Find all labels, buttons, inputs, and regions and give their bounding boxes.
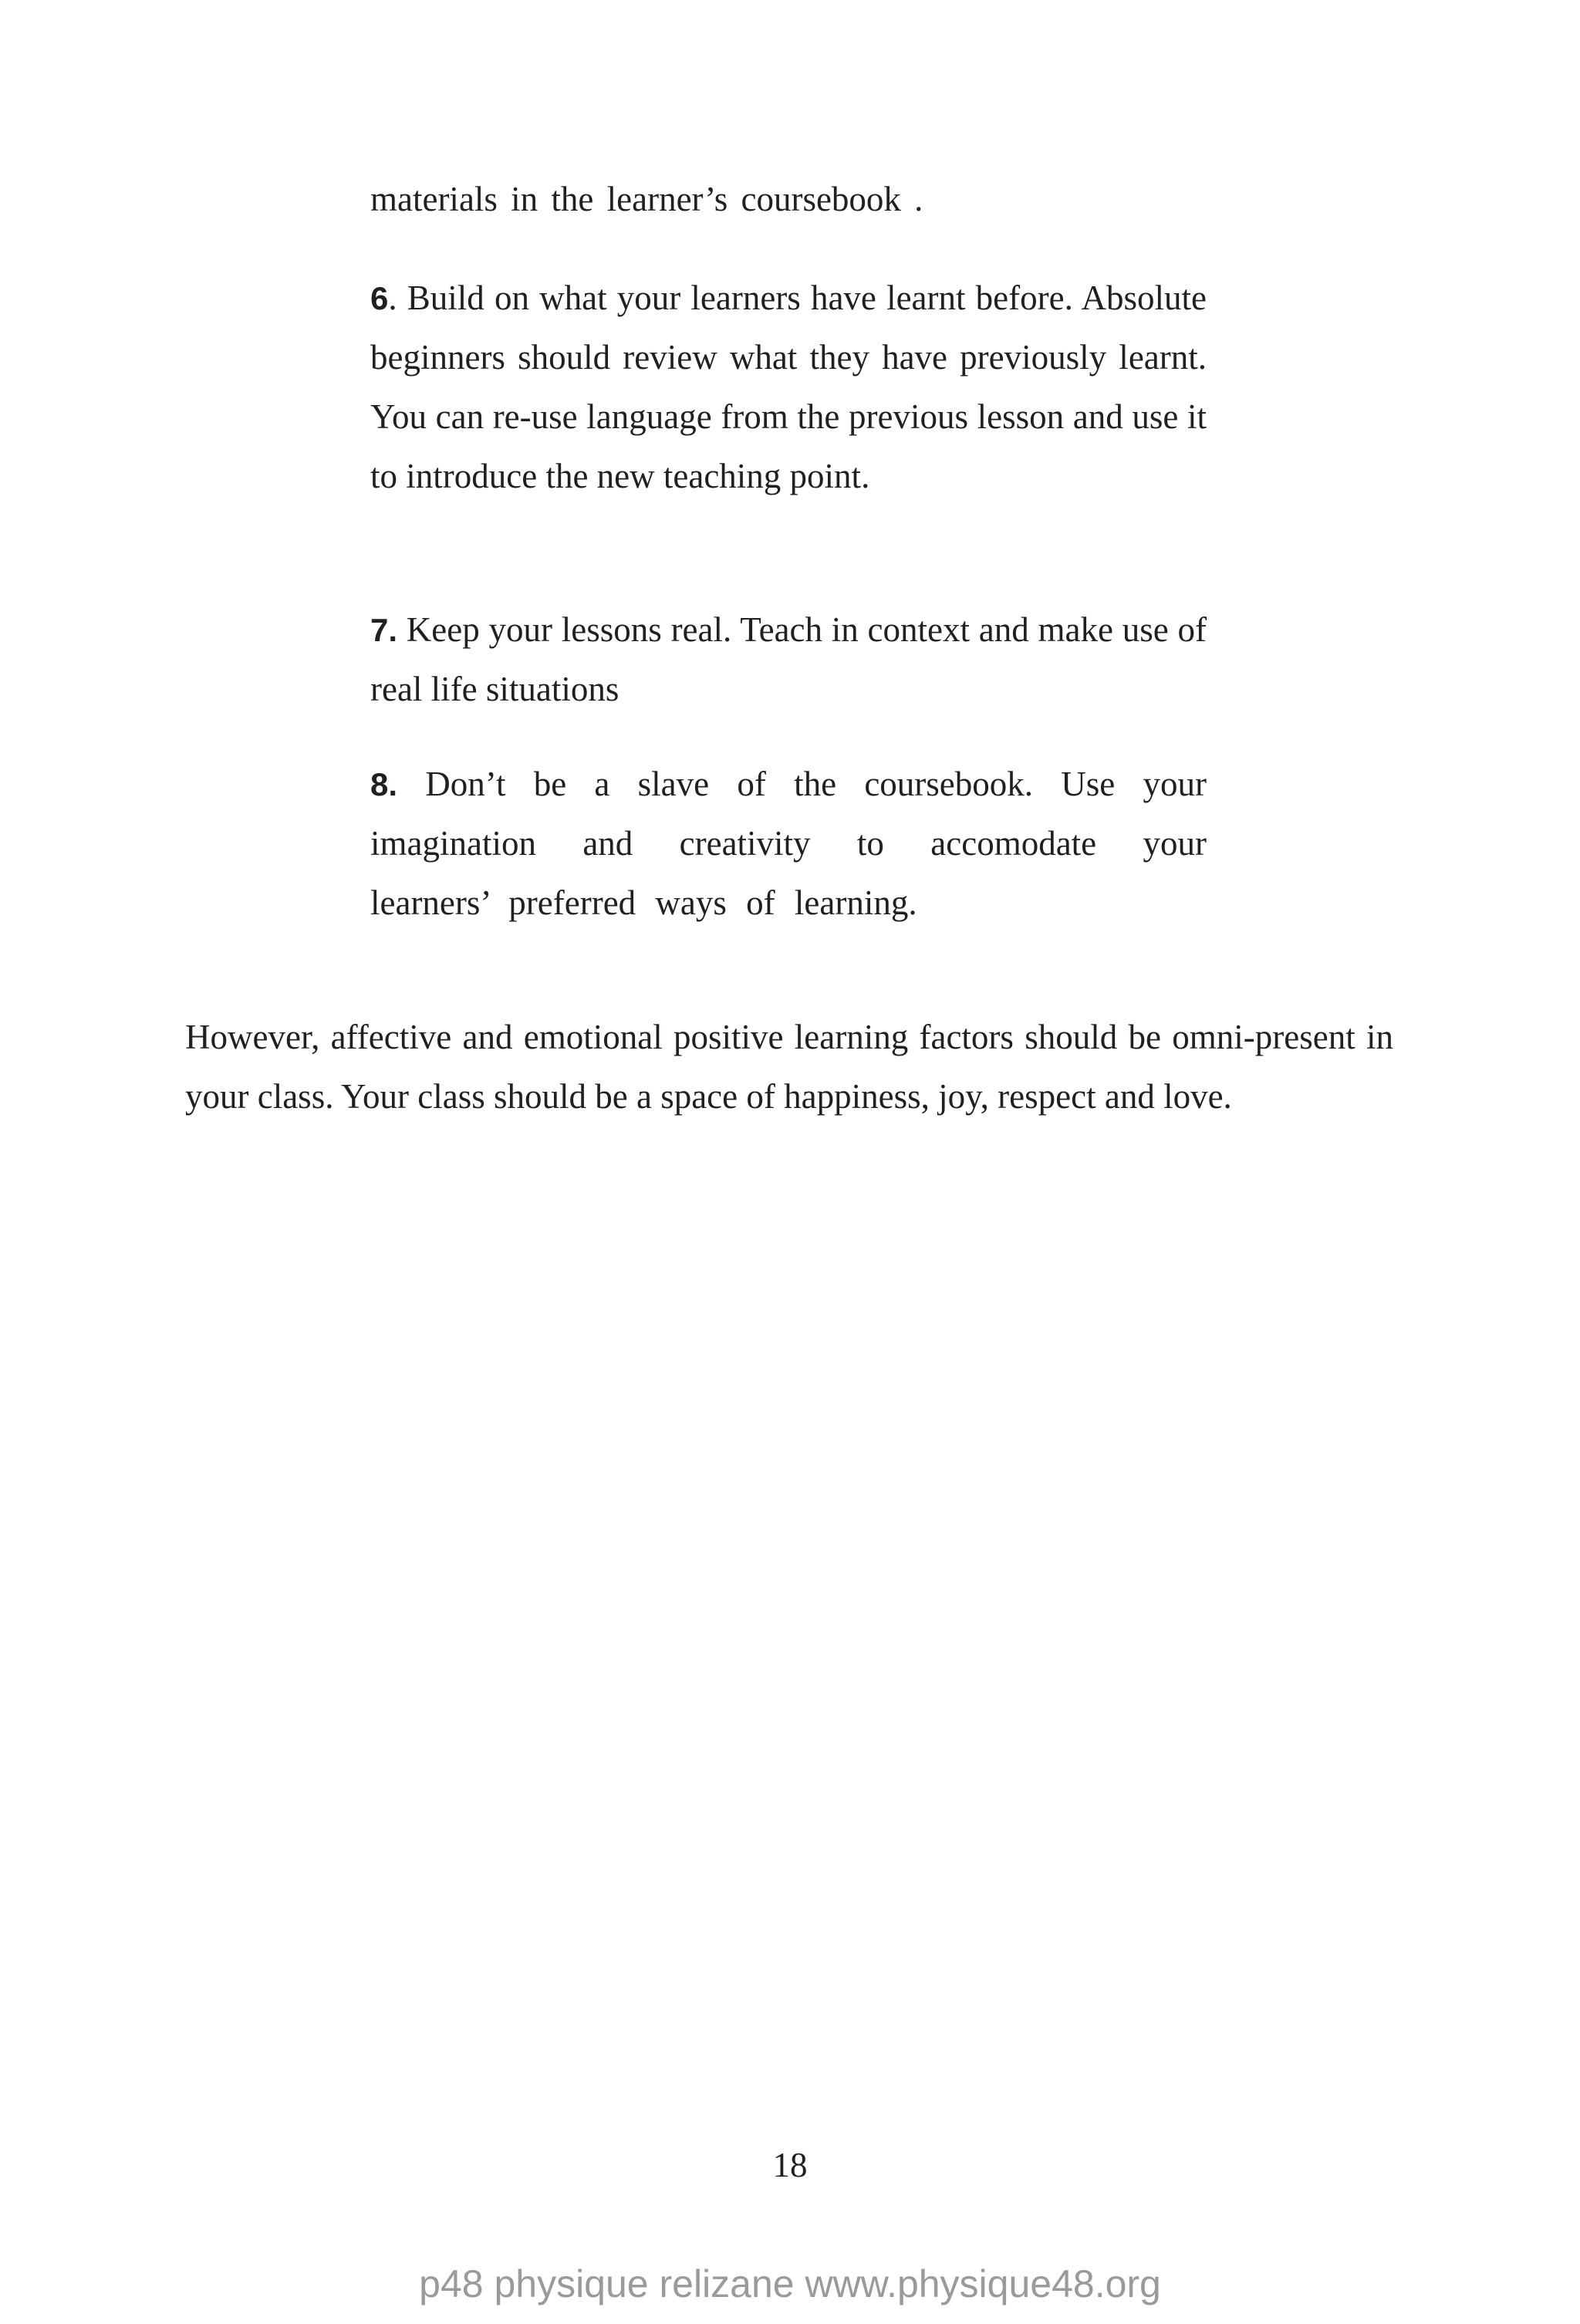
list-item-7 — [370, 600, 1207, 719]
watermark-text: p48 physique relizane www.physique48.org — [419, 2262, 1161, 2305]
item-text: Don’t be a slave of the coursebook. Use your imagination and creativity to accomodate your learners’ preferred ways of learning. — [370, 765, 1207, 922]
item-number: 6 — [370, 280, 389, 316]
item-number: 7. — [370, 612, 398, 648]
list-item-8 — [370, 755, 1207, 933]
item-text: Build on what your learners have learnt before. Absolute beginners should review what they have previously learnt. You can re-use language from the previous lesson and use it to introduce the new teaching point. — [370, 279, 1207, 495]
item-text: Keep your lessons real. Teach in context and make use of real life situations — [370, 610, 1207, 708]
page-number: 18 — [772, 2146, 808, 2184]
item-separator: . — [388, 279, 397, 317]
item-number: 8. — [370, 766, 398, 802]
closing-paragraph: However, affective and emotional positive learning factors should be omni-present in your class. Your class should be a space of happiness, joy, respect and love. — [185, 1018, 1393, 1116]
continuation-line: materials in the learner’s coursebook . — [370, 180, 923, 218]
list-item-6 — [370, 269, 1207, 506]
